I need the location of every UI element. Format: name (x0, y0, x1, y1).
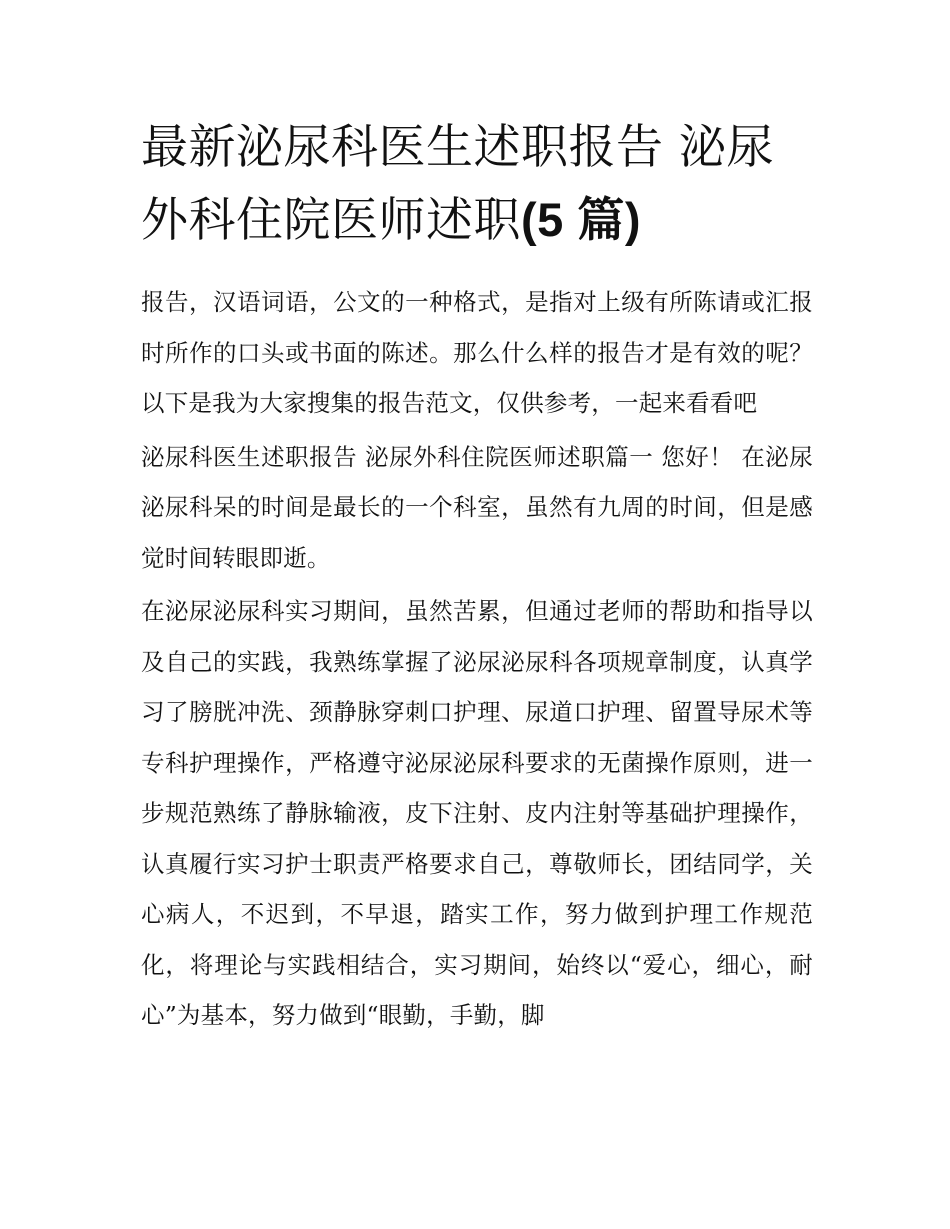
paragraph-section-one-opening: 泌尿科医生述职报告 泌尿外科住院医师述职篇一 您好！ 在泌尿泌尿科呆的时间是最长的一个科室，虽然有九周的时间，但是感觉时间转眼即逝。 (141, 442, 813, 572)
document-title (141, 112, 813, 257)
paragraph-internship-summary: 在泌尿泌尿科实习期间，虽然苦累，但通过老师的帮助和指导以及自己的实践，我熟练掌握了泌尿泌尿科各项规章制度，认真学习了膀胱冲洗、颈静脉穿刺口护理、尿道口护理、留置导尿术等专科护理操作，严格遵守泌尿泌尿科要求的无菌操作原则，进一步规范熟练了静脉输液，皮下注射、皮内注射等基础护理操作，认真履行实习护士职责严格要求自己，尊敬师长，团结同学，关心病人，不迟到，不早退，踏实工作，努力做到护理工作规范化，将理论与实践相结合，实习期间，始终以“爱心，细心，耐心”为基本，努力做到“眼勤，手勤，脚 (141, 597, 813, 1029)
document-title-count: (5 篇) (521, 193, 641, 246)
document-title-main: 最新泌尿科医生述职报告 泌尿外科住院医师述职 (141, 120, 774, 248)
document-body (141, 277, 813, 1041)
paragraph-intro: 报告，汉语词语，公文的一种格式，是指对上级有所陈请或汇报时所作的口头或书面的陈述。那么什么样的报告才是有效的呢？以下是我为大家搜集的报告范文，仅供参考，一起来看看吧 (141, 288, 813, 417)
document-content (141, 112, 813, 1044)
